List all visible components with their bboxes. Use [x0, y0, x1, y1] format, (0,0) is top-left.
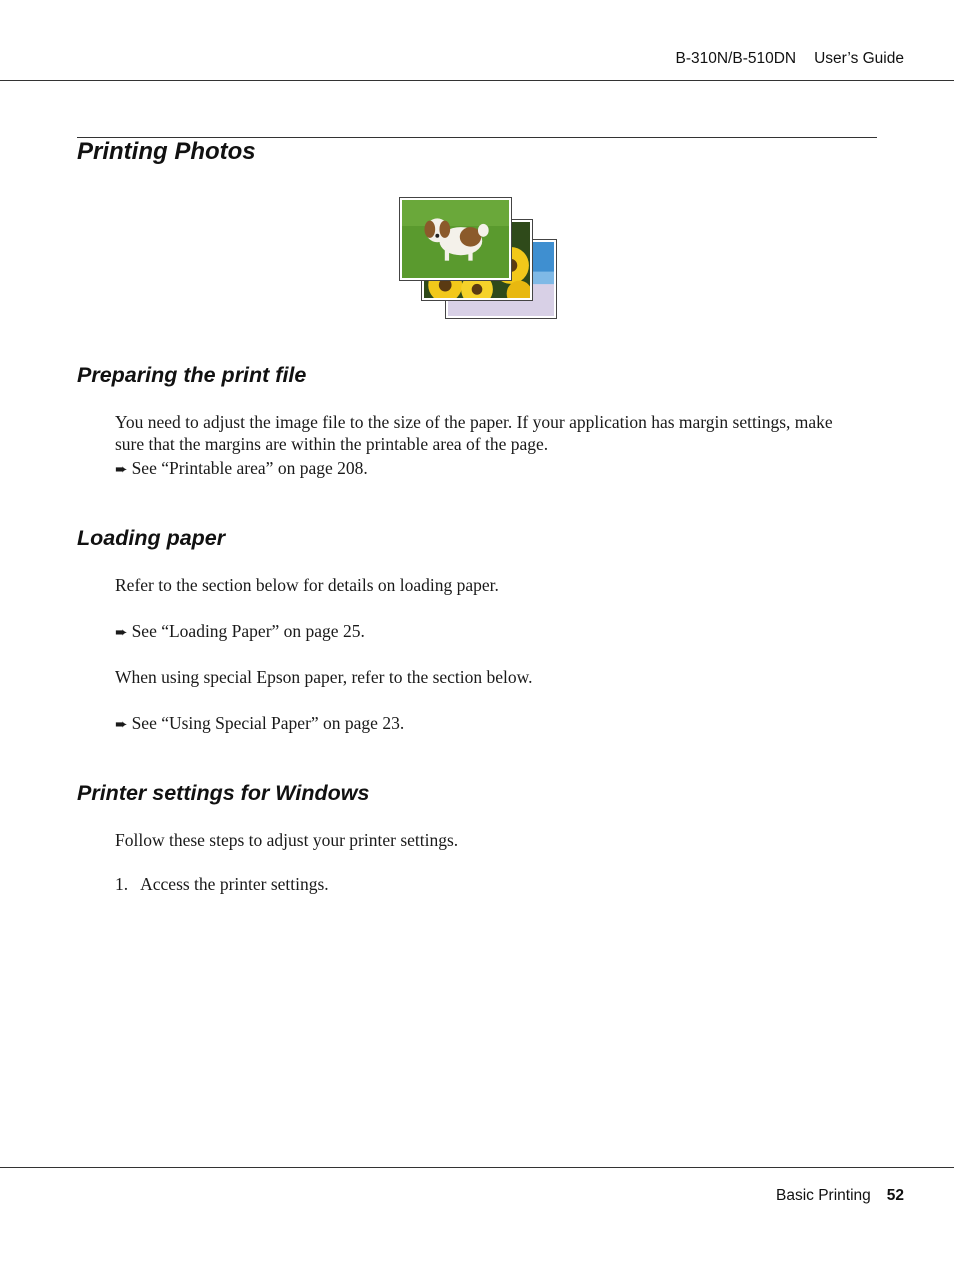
- loading-paper-link-text: See “Loading Paper” on page 25.: [131, 621, 365, 641]
- preparing-line-2: sure that the margins are within the printable area of the page.: [115, 434, 549, 454]
- printable-area-link[interactable]: [115, 458, 368, 479]
- photo-stack-illustration: [399, 197, 559, 320]
- special-paper-link[interactable]: [115, 713, 404, 734]
- heading-preparing-print-file: Preparing the print file: [77, 363, 307, 387]
- page-number: 52: [886, 1187, 904, 1204]
- arrow-right-icon: ➨: [115, 623, 128, 641]
- special-paper-text: When using special Epson paper, refer to the section below.: [115, 667, 533, 687]
- printer-settings-text: Follow these steps to adjust your printer settings.: [115, 830, 459, 850]
- running-footer: [776, 1187, 904, 1205]
- footer-rule: [0, 1167, 954, 1168]
- page-title: Printing Photos: [77, 138, 256, 165]
- running-header: [676, 50, 905, 68]
- arrow-right-icon: ➨: [115, 460, 128, 478]
- printable-area-link-text: See “Printable area” on page 208.: [131, 458, 368, 478]
- arrow-right-icon: ➨: [115, 715, 128, 733]
- step-text: Access the printer settings.: [140, 874, 329, 894]
- heading-printer-settings-windows: Printer settings for Windows: [77, 781, 370, 805]
- model-name: B-310N/B-510DN: [675, 50, 797, 67]
- header-rule: [0, 80, 954, 81]
- loading-paper-link[interactable]: [115, 621, 365, 642]
- heading-loading-paper: Loading paper: [77, 526, 226, 550]
- step-number: 1.: [115, 874, 129, 894]
- footer-section: Basic Printing: [775, 1187, 871, 1204]
- step-1: [115, 874, 329, 895]
- guide-name: User’s Guide: [814, 50, 904, 67]
- loading-paper-text: Refer to the section below for details on loading paper.: [115, 575, 499, 595]
- special-paper-link-text: See “Using Special Paper” on page 23.: [131, 713, 405, 733]
- preparing-line-1: You need to adjust the image file to the size of the paper. If your application has margin settings, make: [115, 412, 833, 432]
- puppy-photo: [399, 197, 512, 281]
